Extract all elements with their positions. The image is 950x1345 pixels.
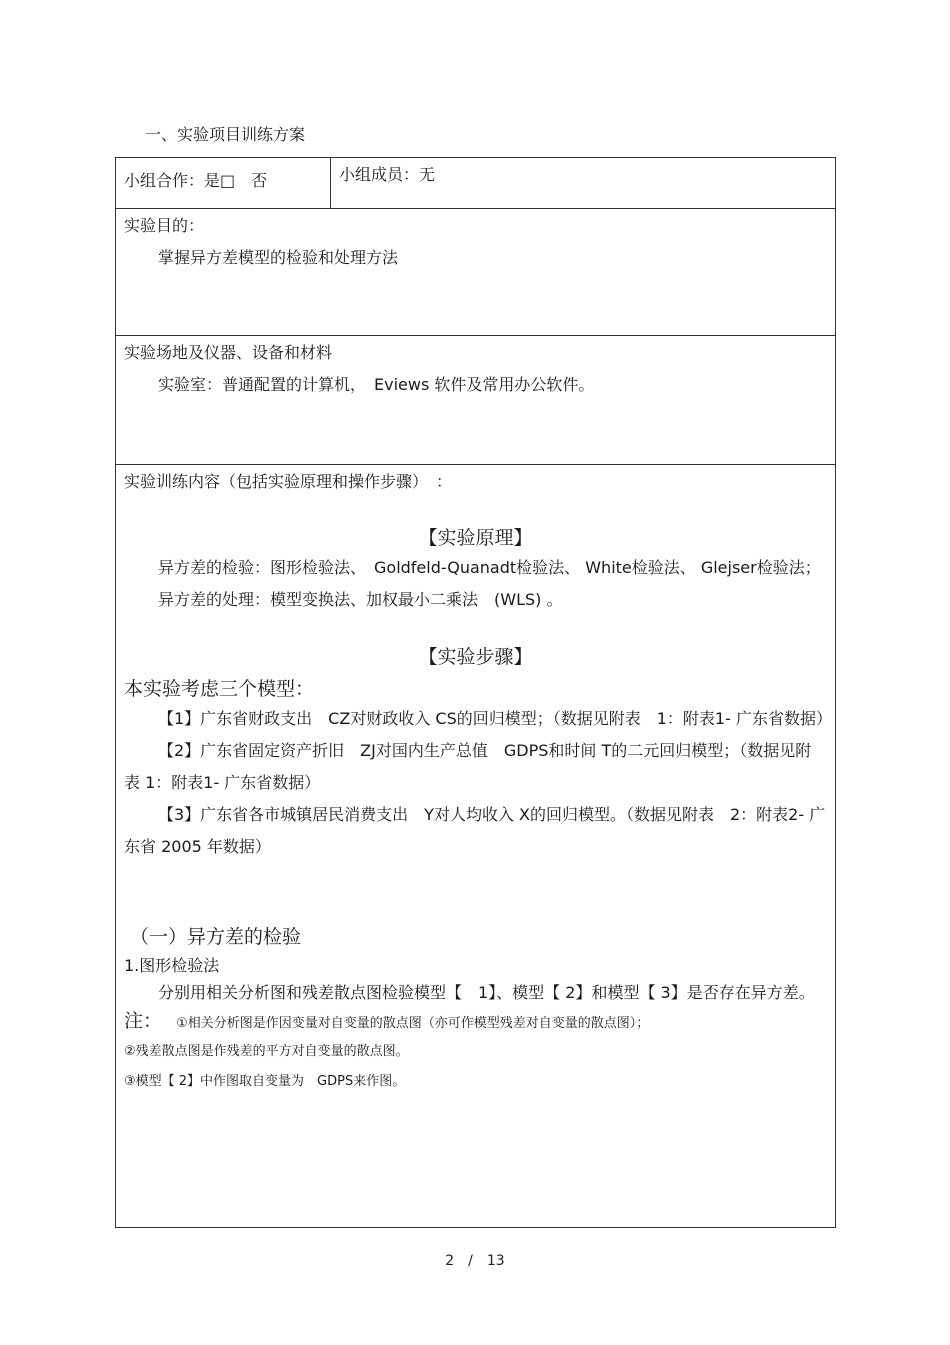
row-equipment: [116, 336, 836, 465]
method-1-title: 1.图形检验法: [124, 956, 220, 975]
model-1: 【1】广东省财政支出 CZ对财政收入 CS的回归模型；（数据见附表 1：附表1- 广东省数据）: [158, 709, 832, 728]
model-2: 【2】广东省固定资产折旧 ZJ对国内生产总值 GDPS和时间 T的二元回归模型；（数据见附表 1：附表1- 广东省数据）: [124, 741, 812, 792]
model-3: 【3】广东省各市城镇居民消费支出 Y对人均收入 X的回归模型。（数据见附表 2：附表2- 广东省 2005 年数据）: [124, 805, 826, 856]
equipment-text: 实验室：普通配置的计算机， Eviews 软件及常用办公软件。: [158, 375, 595, 394]
steps-title: 【实验步骤】: [418, 646, 533, 668]
page-number: 2 / 13: [445, 1253, 505, 1269]
content-label: 实验训练内容（包括实验原理和操作步骤） ：: [124, 472, 453, 491]
training-plan-table: [115, 157, 836, 1228]
models-intro: 本实验考虑三个模型：: [124, 678, 315, 700]
equipment-cell: [116, 336, 836, 465]
note-line-1: [124, 1011, 827, 1034]
note-lead: 注：: [124, 1010, 163, 1032]
principle-title: 【实验原理】: [418, 527, 533, 549]
row-content: [116, 465, 836, 1228]
note-2: ②残差散点图是作残差的平方对自变量的散点图。: [124, 1044, 409, 1059]
group-cooperation-cell: [116, 158, 331, 209]
group-members-cell: [331, 158, 836, 209]
group-cooperation-text: 小组合作：是□ 否: [124, 171, 268, 190]
section-1-title: （一）异方差的检验: [130, 926, 302, 948]
group-members-text: 小组成员：无: [339, 165, 436, 184]
row-purpose: [116, 209, 836, 336]
section-heading: 一、实验项目训练方案: [145, 125, 306, 144]
purpose-cell: [116, 209, 836, 336]
note-1: ①相关分析图是作因变量对自变量的散点图（亦可作模型残差对自变量的散点图）；: [176, 1016, 650, 1031]
content-cell: [116, 465, 836, 1228]
principle-paragraph-1: 异方差的检验：图形检验法、 Goldfeld-Quanadt检验法、 White检验法、 Glejser检验法；: [158, 558, 821, 577]
method-1-text: 分别用相关分析图和残差散点图检验模型【 1】、模型【 2】和模型【 3】是否存在异方差。: [158, 983, 815, 1002]
purpose-label: 实验目的：: [124, 216, 205, 235]
row-group-info: [116, 158, 836, 209]
equipment-label: 实验场地及仪器、设备和材料: [124, 343, 333, 362]
purpose-text: 掌握异方差模型的检验和处理方法: [158, 248, 399, 267]
principle-paragraph-2: 异方差的处理：模型变换法、加权最小二乘法 (WLS) 。: [158, 590, 563, 609]
note-3: ③模型【 2】中作图取自变量为 GDPS来作图。: [124, 1074, 406, 1089]
